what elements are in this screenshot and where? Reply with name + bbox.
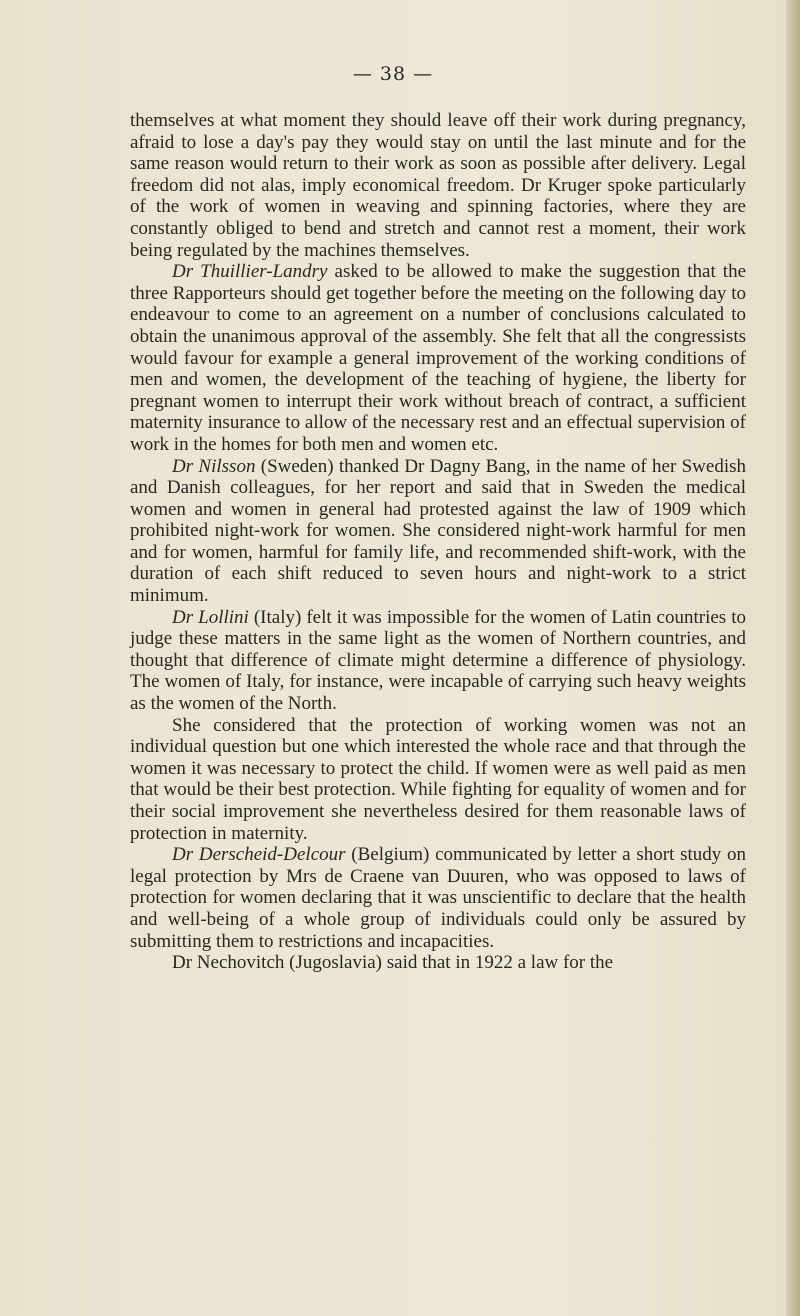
- paragraph-continuation: [130, 110, 746, 261]
- body-text: [130, 110, 746, 974]
- paragraph-text: asked to be allowed to make the suggestion that the three Rapporteurs should get together before the meeting on the following day to endeavour to come to an agreement on a number of conclusions calculated to obtain the unanimous approval of the assembly. She felt that all the congressists would favour for example a general improvement of the working conditions of men and women, the development of the teaching of hygiene, the liberty for pregnant women to interrupt their work without breach of contract, a sufficient maternity insurance to allow of the necessary rest and an effectual supervision of work in the homes for both men and women etc.: [130, 261, 747, 455]
- paragraph-nilsson: [130, 456, 746, 607]
- paragraph-text: (Italy) felt it was impossible for the women of Latin countries to judge these matters in the same light as the women of Northern countries, and thought that difference of climate might determine a difference of physiology. The women of Italy, for instance, were incapable of carrying such heavy weights as the women of the North.: [130, 606, 746, 715]
- paragraph-text: She considered that the protection of working women was not an individual question but one which interested the whole race and that through the women it was necessary to protect the child. If women were as well paid as men that would be their best protection. While fighting for equality of women and for their social improvement she nevertheless desired for them reasonable laws of protection in maternity.: [130, 714, 746, 844]
- paragraph-text: Dr Nechovitch (Jugoslavia) said that in 1922 a law for the: [172, 952, 614, 974]
- paragraph-text: themselves at what moment they should leave off their work during pregnancy, afraid to lose a day's pay they would stay on until the last minute and for the same reason would return to their work as soon as possible after delivery. Legal freedom did not alas, imply economical freedom. Dr Kruger spoke particularly of the work of women in weaving and spinning factories, where they are constantly obliged to bend and stretch and cannot rest a moment, their work being regulated by the machines themselves.: [130, 110, 746, 261]
- paragraph-nechovitch: [130, 952, 746, 974]
- paragraph-lollini: [130, 607, 746, 715]
- paragraph-thuillier-landry: [130, 261, 746, 455]
- speaker-name: Dr Derscheid-Delcour: [172, 844, 346, 866]
- speaker-name: Dr Lollini: [172, 606, 249, 628]
- page-edge: [786, 0, 800, 1316]
- paragraph-text: (Sweden) thanked Dr Dagny Bang, in the name of her Swedish and Danish colleagues, for her report and said that in Sweden the medical women and women in general had protested against the law of 1909 which prohibited night-work for women. She considered night-work harmful for men and for women, harmful for family life, and recommended shift-work, with the duration of each shift reduced to seven hours and night-work to a strict minimum.: [130, 455, 746, 607]
- speaker-name: Dr Thuillier-Landry: [172, 261, 328, 283]
- paragraph-lollini-continued: [130, 715, 746, 845]
- speaker-name: Dr Nilsson: [172, 455, 256, 477]
- paragraph-derscheid-delcour: [130, 844, 746, 952]
- page-number: — 38 —: [352, 63, 434, 85]
- paragraph-text: (Belgium) communicated by letter a short study on legal protection by Mrs de Craene van Duuren, who was opposed to laws of protection for women declaring that it was unscientific to declare that the health and well-being of a whole group of individuals could only be assured by submitting them to restrictions and incapacities.: [130, 844, 746, 952]
